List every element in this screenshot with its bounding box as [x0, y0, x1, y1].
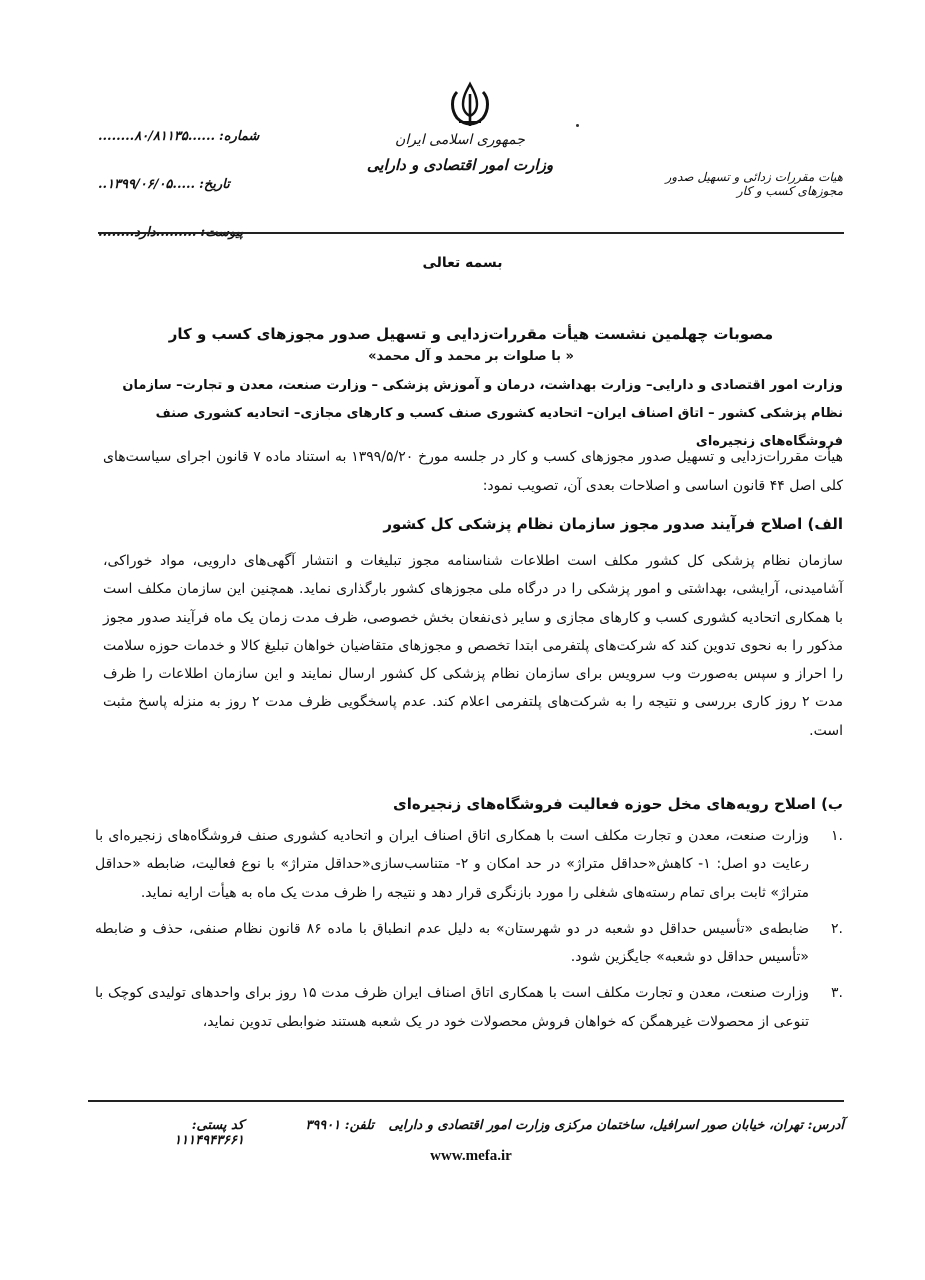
- number-row: [98, 112, 288, 160]
- salawat-line: « با صلوات بر محمد و آل محمد»: [368, 349, 574, 364]
- footer-phone: [305, 1118, 374, 1133]
- phone-label: تلفن:: [344, 1118, 374, 1133]
- list-item: [95, 822, 843, 907]
- date-label: تاریخ:: [199, 176, 230, 192]
- header-divider: [98, 232, 844, 234]
- title-block: [98, 322, 844, 368]
- website-link[interactable]: www.mefa.ir: [430, 1148, 512, 1164]
- section-a-paragraph: سازمان نظام پزشکی کل کشور مکلف است اطلاعات شناسنامه مجوز تبلیغات و انتشار آگهی‌های دارویی، مواد خوراکی، آشامیدنی، آرایشی، بهداشتی و امور پزشکی را در درگاه ملی مجوزهای کشور بارگذاری نماید. همچنین این سازمان مکلف است با همکاری اتحادیه کشوری کسب و کارهای مجازی و سایر ذی‌نفعان بخش خصوصی، ظرف مدت زمان یک ماه فرآیند صدور مجوز مذکور را به نحوی تدوین کند که شرکت‌های پلتفرمی ابتدا تخصص و مجوزهای متقاضیان خواهان تبلیغ کالا و خدمات حوزه سلامت را احراز و سپس به‌صورت وب سرویس برای سازمان نظام پزشکی کل کشور ارسال نمایند و این سازمان اطلاعات را ظرف مدت ۲ روز کاری بررسی و نتیجه را به شرکت‌های پلتفرمی اعلام کند. عدم پاسخگویی ظرف مدت ۲ روز به منزله پاسخ مثبت است.: [103, 553, 844, 739]
- republic-name: جمهوری اسلامی ایران: [395, 132, 525, 148]
- section-b-items: [95, 822, 843, 1044]
- footer-divider: [88, 1100, 844, 1102]
- attendees-list: وزارت امور اقتصادی و دارایی– وزارت بهداشت، درمان و آموزش پزشکی – وزارت صنعت، معدن و تجارت– سازمان نظام پزشکی کشور – اتاق اصناف ایران– اتحادیه کشوری صنف کسب و کارهای مجازی– اتحادیه کشوری صنف فروشگاه‌های زنجیره‌ای: [122, 378, 843, 449]
- item-text: ضابطه‌ی «تأسیس حداقل دو شعبه در دو شهرستان» به دلیل عدم انطباق با ماده ۸۶ قانون نظام صنفی، حذف و ضابطه «تأسیس حداقل دو شعبه» جایگزین شود.: [95, 920, 809, 966]
- item-number: .۱: [831, 828, 843, 844]
- section-b-heading: ب) اصلاح رویه‌های مخل حوزه فعالیت فروشگاه‌های زنجیره‌ای: [392, 795, 843, 813]
- ministry-name: وزارت امور اقتصادی و دارایی: [366, 156, 554, 174]
- footer-contact: [130, 1112, 844, 1148]
- list-item: [95, 979, 843, 1036]
- list-item: [95, 915, 843, 972]
- document-title: مصوبات چهلمین نشست هیأت مقررات‌زدایی و تسهیل صدور مجوزهای کسب و کار: [168, 325, 774, 343]
- date-row: [98, 160, 288, 208]
- footer-address: آدرس: تهران، خیابان صور اسرافیل، ساختمان مرکزی وزارت امور اقتصادی و دارایی: [388, 1118, 844, 1133]
- intro-paragraph: هیأت مقررات‌زدایی و تسهیل صدور مجوزهای کسب و کار در جلسه مورخ ۱۳۹۹/۵/۲۰ به استناد ماده ۷ قانون اجرای سیاست‌های کلی اصل ۴۴ قانون اساسی و اصلاحات بعدی آن، تصویب نمود:: [103, 449, 843, 494]
- item-text: وزارت صنعت، معدن و تجارت مکلف است با همکاری اتاق اصناف ایران و اتحادیه کشوری صنف فروشگاه‌های زنجیره‌ای با رعایت دو اصل: ۱- کاهش«حداقل متراژ» در حد امکان و ۲- متناسب‌سازی«حداقل متراژ» با نوع فعالیت، ضابطه «حداقل متراژ» ثابت برای تمام رسته‌های شغلی را مورد بازنگری قرار دهد و نتیجه را ظرف مدت یک ماه به هیأت ارایه نماید.: [95, 828, 809, 901]
- iran-emblem-icon: [445, 80, 495, 132]
- item-text: وزارت صنعت، معدن و تجارت مکلف است با همکاری اتاق اصناف ایران ظرف مدت ۱۵ روز برای واحدهای تولیدی کوچک با تنوعی از محصولات غیرهمگن که خواهان فروش محصولات خود در یک شعبه هستند ضوابطی تدوین نماید،: [95, 985, 810, 1030]
- item-number: .۲: [831, 920, 843, 937]
- letter-meta: [98, 112, 288, 256]
- date-value: .....۱۳۹۹/۰۶/۰۵..: [98, 176, 196, 192]
- item-number: .۳: [831, 985, 843, 1002]
- scan-mark: [576, 124, 579, 127]
- postal-label: کد پستی:: [191, 1118, 244, 1133]
- section-a-heading: الف) اصلاح فرآیند صدور مجوز سازمان نظام پزشکی کل کشور: [383, 515, 843, 533]
- number-value: ......۸۰/۸۱۱۳۵........: [98, 128, 215, 144]
- postal-value: ۱۱۱۴۹۴۳۶۶۱: [174, 1133, 244, 1148]
- phone-value: ۳۹۹۰۱: [305, 1118, 341, 1133]
- number-label: شماره:: [219, 128, 260, 144]
- board-name: هیات مقررات زدائی و تسهیل صدور مجوزهای کسب و کار: [665, 170, 843, 198]
- footer-postal: [130, 1118, 244, 1148]
- header-center: [360, 128, 560, 178]
- bismillah: بسمه تعالی: [422, 255, 503, 271]
